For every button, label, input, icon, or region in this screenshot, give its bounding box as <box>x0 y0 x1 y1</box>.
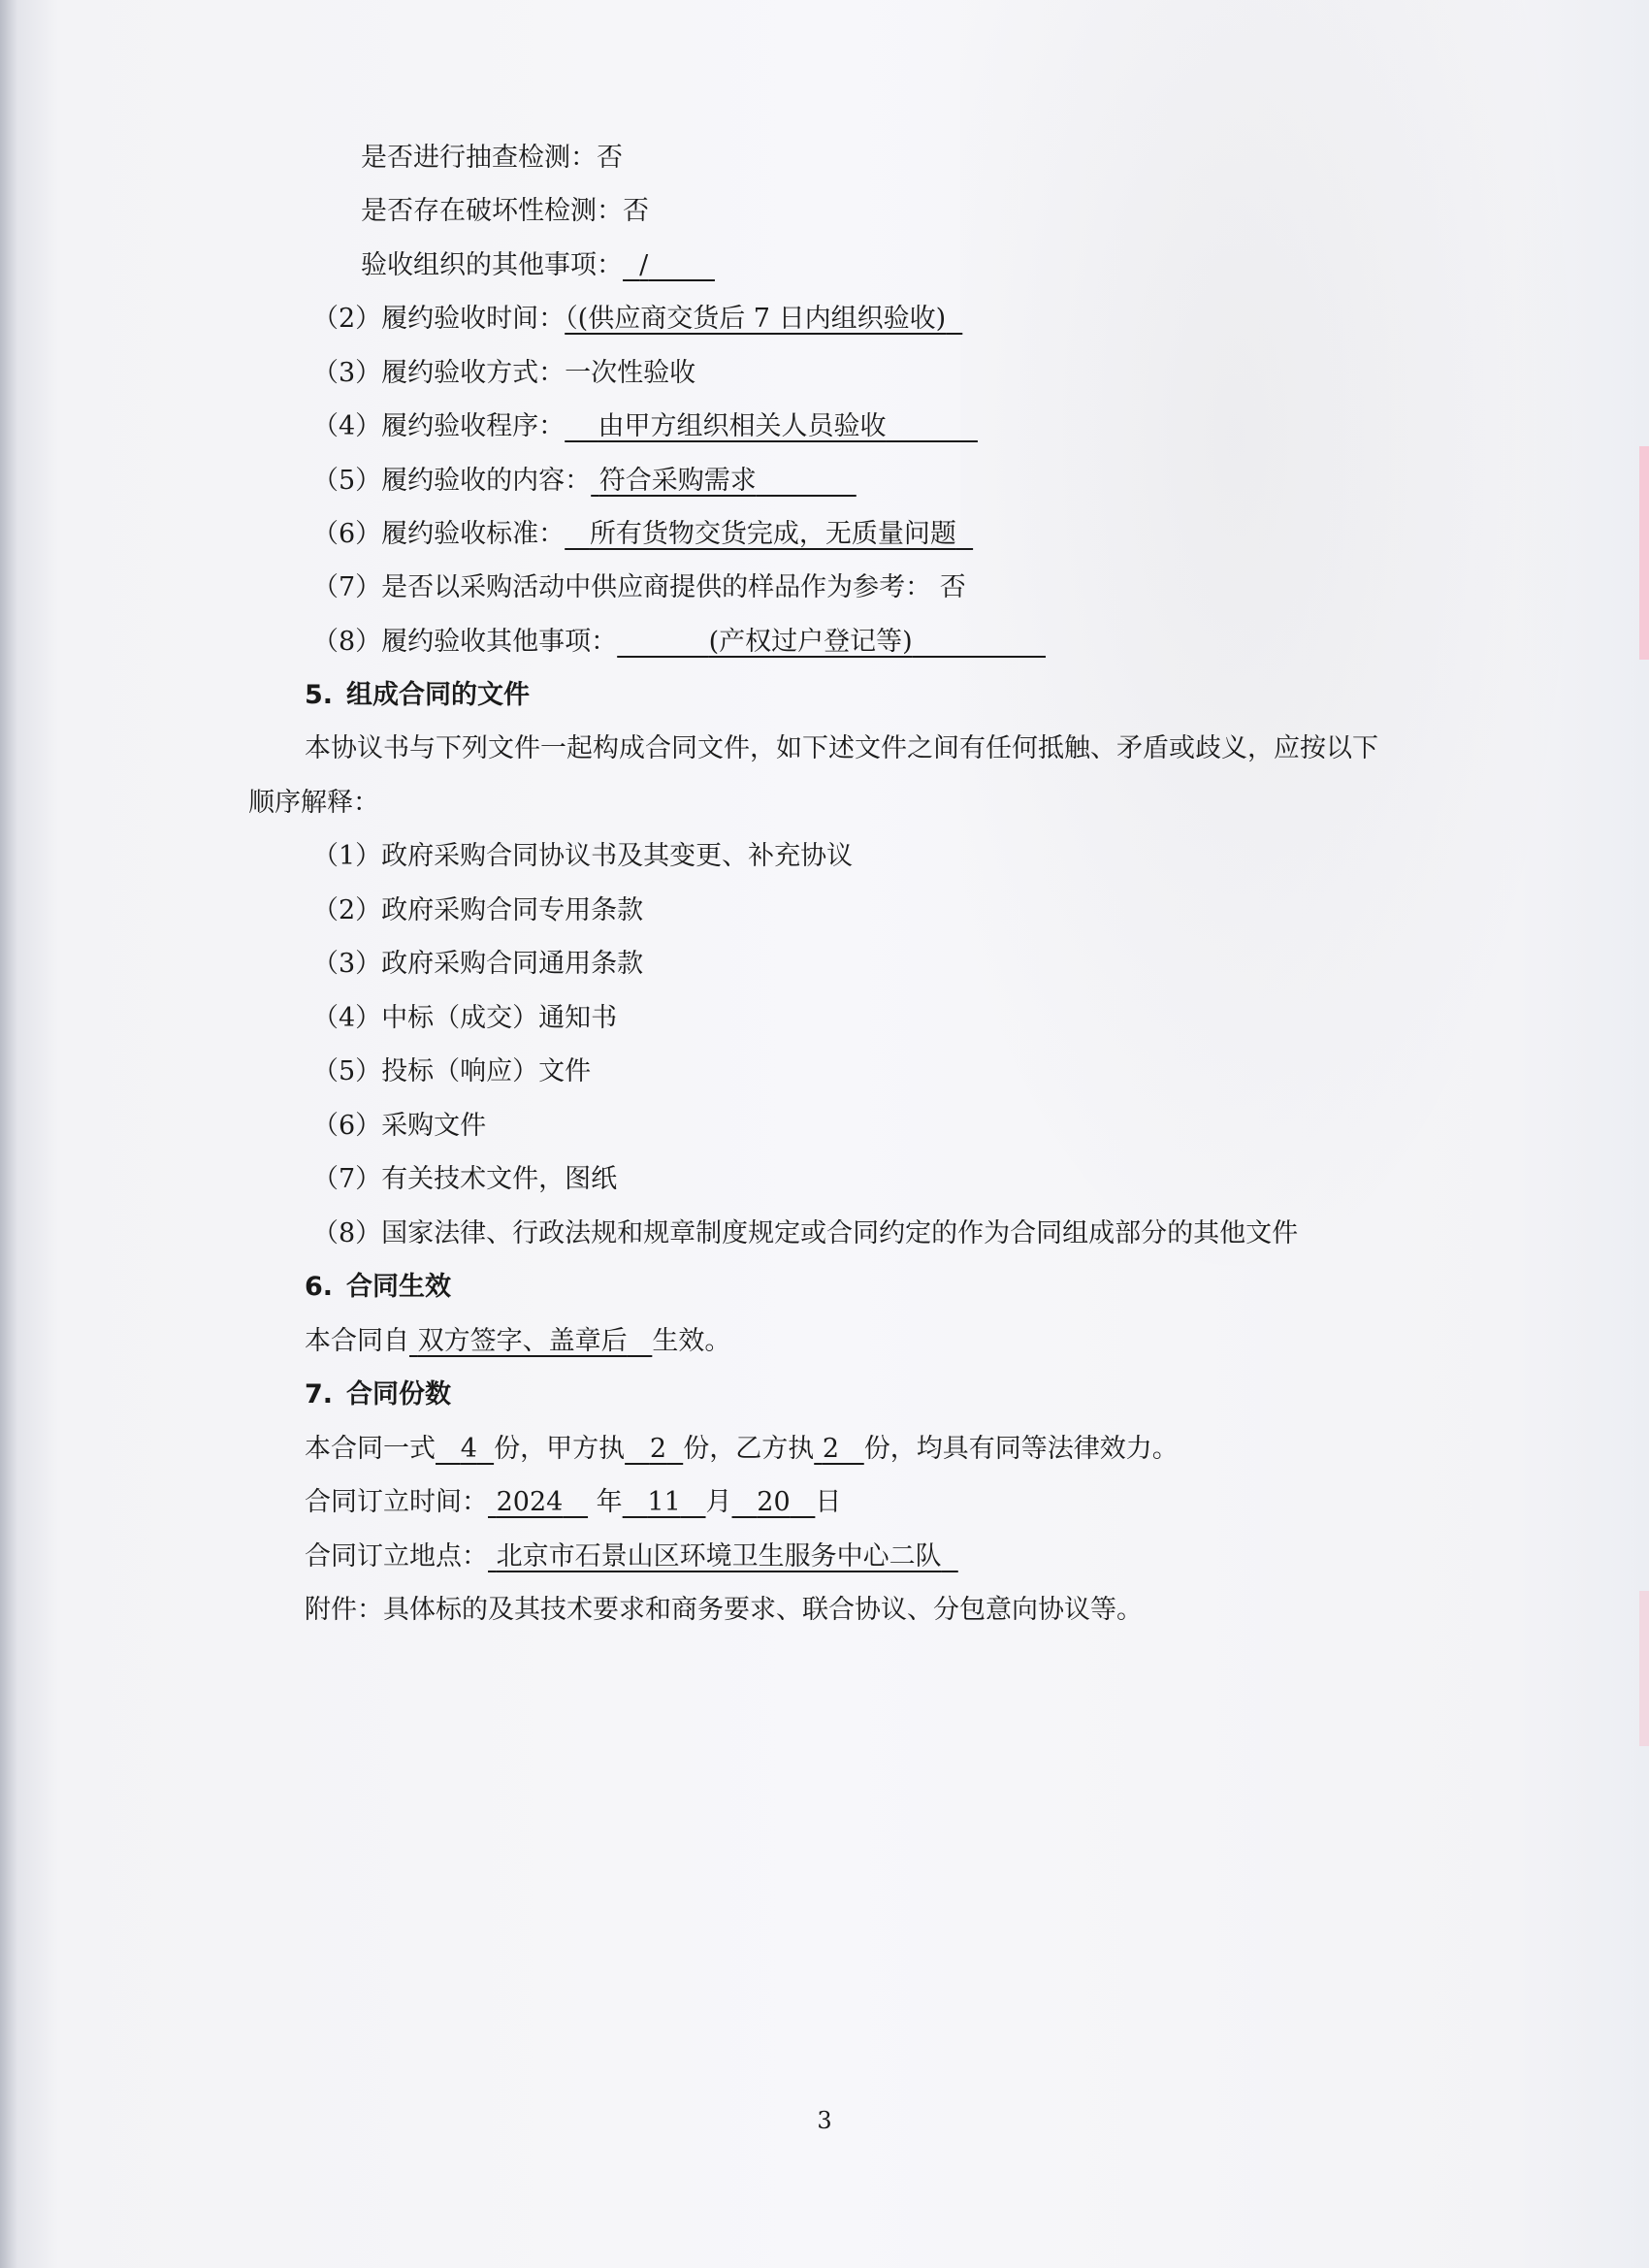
sample-reference-line <box>312 569 966 606</box>
acceptance-time-label: （2）履约验收时间： <box>312 304 566 334</box>
document-item-text: （3）政府采购合同通用条款 <box>312 949 644 979</box>
acceptance-other-value: (产权过户登记等) <box>708 627 913 657</box>
copies-total: 4 <box>460 1434 477 1464</box>
effective-suffix: 生效。 <box>652 1326 731 1356</box>
copies-text-1: 本合同一式 <box>305 1434 436 1464</box>
signing-place-line <box>305 1539 958 1575</box>
list-item <box>312 838 853 875</box>
copies-text-3: 份，乙方执 <box>683 1434 815 1464</box>
acceptance-procedure-value: 由甲方组织相关人员验收 <box>598 411 887 441</box>
acceptance-method-line <box>312 355 695 392</box>
acceptance-content-line <box>312 463 857 500</box>
destructive-check-line <box>361 193 649 230</box>
document-item-text: （7）有关技术文件，图纸 <box>312 1164 618 1194</box>
sample-check-text: 是否进行抽查检测：否 <box>361 143 623 173</box>
list-item <box>312 1108 486 1145</box>
copies-party-b: 2 <box>822 1434 839 1464</box>
effective-condition: 双方签字、盖章后 <box>417 1326 628 1356</box>
attachment-text: 附件：具体标的及其技术要求和商务要求、联合协议、分包意向协议等。 <box>305 1595 1143 1625</box>
other-matters-line <box>361 247 715 284</box>
signing-year: 2024 <box>496 1487 564 1517</box>
section-5-intro-text-2: 顺序解释： <box>248 788 379 818</box>
signing-date-line <box>305 1484 841 1521</box>
document-item-text: （5）投标（响应）文件 <box>312 1056 592 1086</box>
signing-place-label: 合同订立地点： <box>305 1541 488 1571</box>
section-5-intro-1 <box>305 730 1378 767</box>
list-item <box>312 1000 617 1037</box>
page-number: 3 <box>817 2107 832 2134</box>
section-5-intro-text-1: 本协议书与下列文件一起构成合同文件，如下述文件之间有任何抵触、矛盾或歧义，应按以下 <box>305 733 1378 763</box>
signing-month: 11 <box>647 1487 681 1517</box>
acceptance-standard-label: （6）履约验收标准： <box>312 519 566 549</box>
signing-date-label: 合同订立时间： <box>305 1487 488 1517</box>
copies-text-4: 份，均具有同等法律效力。 <box>863 1434 1179 1464</box>
document-item-text: （6）采购文件 <box>312 1111 487 1141</box>
section-5-intro-2 <box>248 785 379 822</box>
attachment-line <box>305 1592 1143 1629</box>
list-item <box>312 1215 1298 1252</box>
section-6-number: 6. <box>305 1272 334 1302</box>
seal-edge-mark <box>1639 446 1649 660</box>
acceptance-time-line <box>312 301 962 338</box>
acceptance-other-line <box>312 624 1046 661</box>
month-unit: 月 <box>705 1487 732 1517</box>
signing-day: 20 <box>757 1487 791 1517</box>
acceptance-content-label: （5）履约验收的内容： <box>312 466 592 496</box>
other-matters-label: 验收组织的其他事项： <box>361 250 623 280</box>
sample-check-line <box>361 140 623 177</box>
section-5-title: 组成合同的文件 <box>346 680 531 710</box>
section-5-heading <box>305 677 530 714</box>
acceptance-time-value: （(供应商交货后 7 日内组织验收) <box>565 304 947 334</box>
list-item <box>312 1053 591 1090</box>
acceptance-method-text: （3）履约验收方式：一次性验收 <box>312 358 696 388</box>
section-7-title: 合同份数 <box>346 1379 452 1409</box>
other-matters-value: / <box>639 250 649 280</box>
acceptance-other-label: （8）履约验收其他事项： <box>312 627 618 657</box>
effective-prefix: 本合同自 <box>305 1326 409 1356</box>
acceptance-procedure-line <box>312 408 978 445</box>
section-6-heading <box>305 1269 451 1306</box>
acceptance-procedure-label: （4）履约验收程序： <box>312 411 566 441</box>
section-7-number: 7. <box>305 1379 334 1409</box>
section-5-number: 5. <box>305 680 334 710</box>
copies-text-2: 份，甲方执 <box>494 1434 626 1464</box>
section-7-heading <box>305 1377 451 1413</box>
acceptance-content-value: 符合采购需求 <box>598 466 757 496</box>
document-item-text: （8）国家法律、行政法规和规章制度规定或合同约定的作为合同组成部分的其他文件 <box>312 1218 1299 1248</box>
copies-party-a: 2 <box>649 1434 667 1464</box>
list-item <box>312 1161 617 1198</box>
document-item-text: （4）中标（成交）通知书 <box>312 1003 618 1033</box>
list-item <box>312 946 643 983</box>
acceptance-standard-line <box>312 516 973 553</box>
signing-place-value: 北京市石景山区环境卫生服务中心二队 <box>496 1541 942 1571</box>
section-6-title: 合同生效 <box>346 1272 452 1302</box>
copies-clause <box>305 1431 1179 1468</box>
document-item-text: （2）政府采购合同专用条款 <box>312 895 644 925</box>
day-unit: 日 <box>815 1487 842 1517</box>
acceptance-standard-value: 所有货物交货完成，无质量问题 <box>589 519 956 549</box>
destructive-check-text: 是否存在破坏性检测：否 <box>361 196 649 226</box>
effective-clause <box>305 1323 730 1360</box>
document-item-text: （1）政府采购合同协议书及其变更、补充协议 <box>312 841 854 871</box>
sample-reference-text: （7）是否以采购活动中供应商提供的样品作为参考： 否 <box>312 572 966 602</box>
year-unit: 年 <box>596 1487 623 1517</box>
list-item <box>312 892 643 929</box>
seal-edge-mark <box>1639 1591 1649 1746</box>
